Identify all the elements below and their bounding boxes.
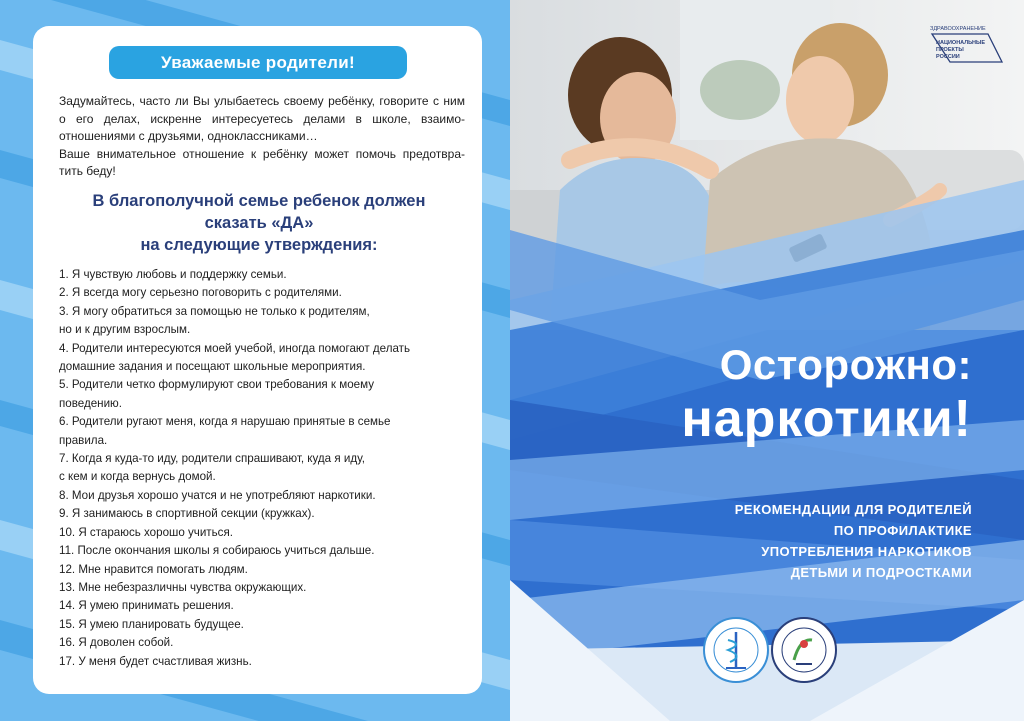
intro-text [59, 93, 465, 181]
list-item: с кем и когда вернусь домой. [59, 470, 216, 484]
list-item: 12. Мне нравится помогать людям. [59, 562, 248, 576]
list-item: поведению. [59, 396, 122, 410]
subheading-line: сказать «ДА» [204, 214, 314, 232]
subtitle-line: УПОТРЕБЛЕНИЯ НАРКОТИКОВ [761, 544, 972, 559]
subtitle [642, 499, 972, 583]
main-title-line2: наркотики! [681, 390, 972, 448]
national-projects-logo-icon [930, 22, 1006, 68]
statements-list [59, 266, 469, 671]
national-logo-line: НАЦИОНАЛЬНЫЕ [936, 40, 986, 46]
list-item: 4. Родители интересуются моей учебой, иногда помогают делать [59, 341, 411, 355]
list-item: 7. Когда я куда-то иду, родители спрашивают, куда я иду, [59, 452, 365, 466]
main-title-line1: Осторожно: [719, 341, 972, 388]
list-item: 11. После окончания школы я собираюсь учиться дальше. [59, 544, 375, 558]
list-item: 10. Я стараюсь хорошо учиться. [59, 525, 233, 539]
list-item: 14. Я умею принимать решения. [59, 599, 234, 613]
card-header: Уважаемые родители! [109, 46, 407, 79]
list-item: 1. Я чувствую любовь и поддержку семьи. [59, 268, 287, 281]
list-item: но и к другим взрослым. [59, 323, 191, 337]
prevention-center-emblem-icon [772, 618, 836, 682]
national-logo-line: РОССИИ [936, 54, 960, 60]
list-item: 5. Родители четко формулируют свои требования к моему [59, 378, 374, 392]
organization-logos [700, 610, 840, 690]
subheading-line: на следующие утверждения: [140, 236, 378, 254]
list-item: домашние задания и посещают школьные мероприятия. [59, 360, 366, 374]
parents-card [33, 26, 482, 694]
intro-paragraph: Задумайтесь, часто ли Вы улыбаетесь своему ребёнку, говорите с ним о его делах, искренне интересуетесь делами в школе, взаимо-отношениями с друзьями, одноклассниками… [59, 94, 465, 143]
list-item: 9. Я занимаюсь в спортивной секции (кружках). [59, 507, 315, 521]
subtitle-line: ПО ПРОФИЛАКТИКЕ [833, 523, 972, 538]
subtitle-line: ДЕТЬМИ И ПОДРОСТКАМИ [790, 565, 972, 580]
left-panel [0, 0, 510, 721]
subheading-line: В благополучной семье ребенок должен [92, 192, 426, 210]
list-item: 3. Я могу обратиться за помощью не только к родителям, [59, 304, 370, 318]
list-item: 16. Я доволен собой. [59, 636, 174, 650]
right-panel [510, 0, 1024, 721]
list-item: 6. Родители ругают меня, когда я нарушаю принятые в семье [59, 415, 391, 429]
main-title [681, 340, 972, 448]
ministry-health-emblem-icon [704, 618, 768, 682]
national-logo-line: ЗДРАВООХРАНЕНИЕ [930, 26, 986, 32]
list-item: правила. [59, 433, 108, 447]
list-item: 8. Мои друзья хорошо учатся и не употребляют наркотики. [59, 488, 376, 502]
subtitle-line: РЕКОМЕНДАЦИИ ДЛЯ РОДИТЕЛЕЙ [734, 502, 972, 517]
list-item: 17. У меня будет счастливая жизнь. [59, 654, 252, 668]
list-item: 15. Я умею планировать будущее. [59, 617, 244, 631]
national-logo-line: ПРОЕКТЫ [936, 47, 964, 53]
list-item: 2. Я всегда могу серьезно поговорить с родителями. [59, 286, 342, 300]
subheading [59, 190, 459, 256]
intro-paragraph: Ваше внимательное отношение к ребёнку может помочь предотвра-тить беду! [59, 146, 465, 178]
list-item: 13. Мне небезразличны чувства окружающих. [59, 580, 307, 594]
